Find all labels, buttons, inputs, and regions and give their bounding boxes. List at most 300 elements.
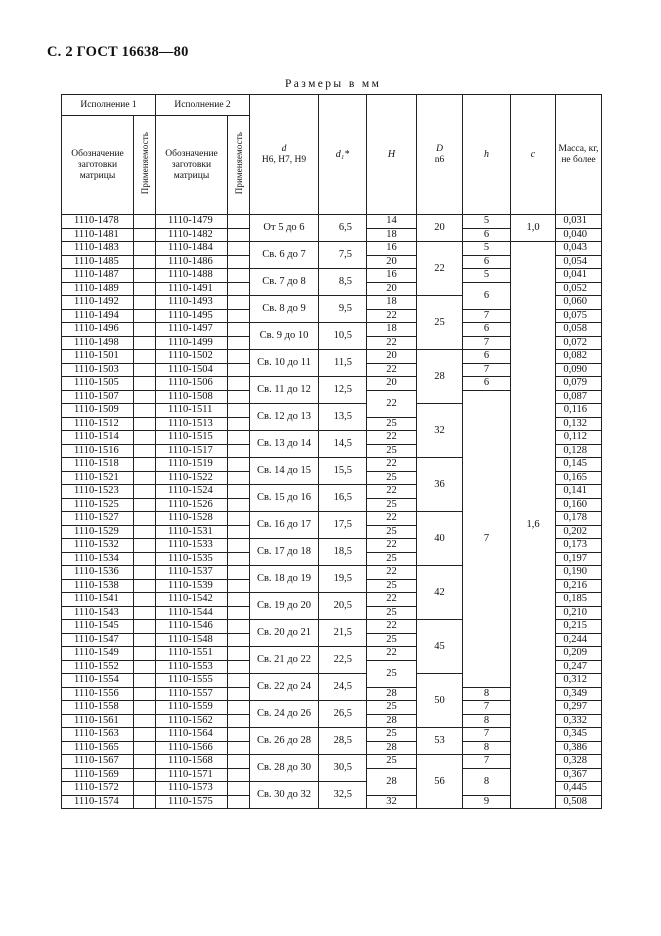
d-range-cell: Св. 10 до 11 bbox=[250, 350, 319, 377]
mass-cell: 0,508 bbox=[556, 795, 602, 809]
d-range-cell: Св. 11 до 12 bbox=[250, 377, 319, 404]
d-range-cell: Св. 20 до 21 bbox=[250, 620, 319, 647]
designation-2-cell: 1110-1488 bbox=[156, 269, 228, 283]
applicability-1-cell bbox=[134, 566, 156, 580]
designation-2-cell: 1110-1551 bbox=[156, 647, 228, 661]
applicability-2-cell bbox=[228, 674, 250, 688]
applicability-2-cell bbox=[228, 215, 250, 229]
applicability-1-cell bbox=[134, 741, 156, 755]
applicability-2-cell bbox=[228, 336, 250, 350]
applicability-1-cell bbox=[134, 512, 156, 526]
designation-1-cell: 1110-1512 bbox=[62, 417, 134, 431]
H-cell: 22 bbox=[367, 390, 417, 417]
d1-cell: 13,5 bbox=[319, 404, 367, 431]
mass-cell: 0,332 bbox=[556, 714, 602, 728]
designation-2-cell: 1110-1495 bbox=[156, 309, 228, 323]
h-cell: 7 bbox=[463, 336, 511, 350]
d1-header bbox=[319, 95, 367, 215]
mass-cell: 0,160 bbox=[556, 498, 602, 512]
applicability-2-cell bbox=[228, 741, 250, 755]
applicability-2-cell bbox=[228, 255, 250, 269]
H-cell: 22 bbox=[367, 458, 417, 472]
designation-1-cell: 1110-1496 bbox=[62, 323, 134, 337]
mass-cell: 0,216 bbox=[556, 579, 602, 593]
D-cell: 32 bbox=[417, 404, 463, 458]
applicability-1-cell bbox=[134, 714, 156, 728]
d1-cell: 30,5 bbox=[319, 755, 367, 782]
designation-1-cell: 1110-1507 bbox=[62, 390, 134, 404]
applicability-1-cell bbox=[134, 593, 156, 607]
applicability-1-cell bbox=[134, 795, 156, 809]
d1-cell: 15,5 bbox=[319, 458, 367, 485]
designation-1-cell: 1110-1492 bbox=[62, 296, 134, 310]
designation-1-cell: 1110-1529 bbox=[62, 525, 134, 539]
mass-cell: 0,445 bbox=[556, 782, 602, 796]
applicability-2-cell bbox=[228, 539, 250, 553]
designation-1-cell: 1110-1534 bbox=[62, 552, 134, 566]
designation-1-cell: 1110-1478 bbox=[62, 215, 134, 229]
applicability-1-cell bbox=[134, 768, 156, 782]
d-range-cell: Св. 21 до 22 bbox=[250, 647, 319, 674]
designation-2-cell: 1110-1517 bbox=[156, 444, 228, 458]
designation-1-cell: 1110-1563 bbox=[62, 728, 134, 742]
applicability-2-cell bbox=[228, 363, 250, 377]
D-cell: 50 bbox=[417, 674, 463, 728]
c-header bbox=[511, 95, 556, 215]
applicability-1-cell bbox=[134, 228, 156, 242]
designation-1-cell: 1110-1549 bbox=[62, 647, 134, 661]
designation-2-cell: 1110-1479 bbox=[156, 215, 228, 229]
applicability-2-cell bbox=[228, 309, 250, 323]
mass-cell: 0,185 bbox=[556, 593, 602, 607]
applicability-2-cell bbox=[228, 660, 250, 674]
H-cell: 25 bbox=[367, 444, 417, 458]
applicability-2-cell bbox=[228, 701, 250, 715]
d-range-cell: Св. 18 до 19 bbox=[250, 566, 319, 593]
applicability-2-cell bbox=[228, 782, 250, 796]
applicability-2-cell bbox=[228, 795, 250, 809]
H-cell: 28 bbox=[367, 768, 417, 795]
H-cell: 32 bbox=[367, 795, 417, 809]
designation-1-cell: 1110-1481 bbox=[62, 228, 134, 242]
d1-cell: 9,5 bbox=[319, 296, 367, 323]
applicability-2-cell bbox=[228, 458, 250, 472]
mass-cell: 0,386 bbox=[556, 741, 602, 755]
applicability-1-cell bbox=[134, 471, 156, 485]
h-cell: 7 bbox=[463, 309, 511, 323]
designation-1-cell: 1110-1518 bbox=[62, 458, 134, 472]
applicability-1-cell bbox=[134, 390, 156, 404]
H-cell: 16 bbox=[367, 269, 417, 283]
applicability-1-cell bbox=[134, 336, 156, 350]
designation-1-cell: 1110-1516 bbox=[62, 444, 134, 458]
d1-cell: 12,5 bbox=[319, 377, 367, 404]
designation-2-cell: 1110-1546 bbox=[156, 620, 228, 634]
applicability-1-cell bbox=[134, 309, 156, 323]
applicability-1-cell bbox=[134, 296, 156, 310]
H-cell: 22 bbox=[367, 512, 417, 526]
D-cell: 40 bbox=[417, 512, 463, 566]
designation-2-cell: 1110-1544 bbox=[156, 606, 228, 620]
d-range-cell: Св. 24 до 26 bbox=[250, 701, 319, 728]
designation-1-cell: 1110-1552 bbox=[62, 660, 134, 674]
H-cell: 25 bbox=[367, 660, 417, 687]
mass-cell: 0,145 bbox=[556, 458, 602, 472]
applicability-1-cell bbox=[134, 633, 156, 647]
designation-2-cell: 1110-1531 bbox=[156, 525, 228, 539]
mass-cell: 0,079 bbox=[556, 377, 602, 391]
applicability-1-cell bbox=[134, 728, 156, 742]
H-cell: 22 bbox=[367, 431, 417, 445]
designation-1-cell: 1110-1572 bbox=[62, 782, 134, 796]
designation-1-cell: 1110-1501 bbox=[62, 350, 134, 364]
designation-header-2: Обозначение заготовки матрицы bbox=[156, 116, 228, 215]
h-cell: 5 bbox=[463, 215, 511, 229]
mass-cell: 0,367 bbox=[556, 768, 602, 782]
applicability-1-cell bbox=[134, 674, 156, 688]
applicability-2-cell bbox=[228, 498, 250, 512]
h-cell: 6 bbox=[463, 323, 511, 337]
mass-cell: 0,075 bbox=[556, 309, 602, 323]
designation-2-cell: 1110-1484 bbox=[156, 242, 228, 256]
designation-1-cell: 1110-1505 bbox=[62, 377, 134, 391]
designation-2-cell: 1110-1482 bbox=[156, 228, 228, 242]
mass-cell: 0,202 bbox=[556, 525, 602, 539]
applicability-1-cell bbox=[134, 282, 156, 296]
applicability-1-cell bbox=[134, 255, 156, 269]
h-cell: 6 bbox=[463, 377, 511, 391]
mass-cell: 0,345 bbox=[556, 728, 602, 742]
D-cell: 53 bbox=[417, 728, 463, 755]
d-range-cell: Св. 28 до 30 bbox=[250, 755, 319, 782]
mass-cell: 0,328 bbox=[556, 755, 602, 769]
c-cell: 1,0 bbox=[511, 215, 556, 242]
designation-2-cell: 1110-1524 bbox=[156, 485, 228, 499]
designation-1-cell: 1110-1545 bbox=[62, 620, 134, 634]
d1-cell: 8,5 bbox=[319, 269, 367, 296]
designation-1-cell: 1110-1494 bbox=[62, 309, 134, 323]
applicability-1-cell bbox=[134, 647, 156, 661]
H-cell: 25 bbox=[367, 606, 417, 620]
h-cell: 6 bbox=[463, 255, 511, 269]
d1-cell: 17,5 bbox=[319, 512, 367, 539]
D-cell: 25 bbox=[417, 296, 463, 350]
d1-cell: 32,5 bbox=[319, 782, 367, 809]
designation-1-cell: 1110-1574 bbox=[62, 795, 134, 809]
table-row bbox=[62, 215, 602, 229]
applicability-1-cell bbox=[134, 782, 156, 796]
mass-cell: 0,040 bbox=[556, 228, 602, 242]
h-cell: 9 bbox=[463, 795, 511, 809]
applicability-1-cell bbox=[134, 444, 156, 458]
h-cell: 8 bbox=[463, 741, 511, 755]
applicability-1-cell bbox=[134, 458, 156, 472]
applicability-2-cell bbox=[228, 512, 250, 526]
d-symbol: d bbox=[281, 143, 287, 154]
d-range-cell: Св. 13 до 14 bbox=[250, 431, 319, 458]
designation-2-cell: 1110-1508 bbox=[156, 390, 228, 404]
d1-cell: 21,5 bbox=[319, 620, 367, 647]
applicability-1-cell bbox=[134, 323, 156, 337]
designation-1-cell: 1110-1536 bbox=[62, 566, 134, 580]
d-range-cell: Св. 16 до 17 bbox=[250, 512, 319, 539]
mass-cell: 0,058 bbox=[556, 323, 602, 337]
designation-2-cell: 1110-1568 bbox=[156, 755, 228, 769]
designation-header-1: Обозначение заготовки матрицы bbox=[62, 116, 134, 215]
designation-1-cell: 1110-1547 bbox=[62, 633, 134, 647]
mass-cell: 0,128 bbox=[556, 444, 602, 458]
mass-cell: 0,090 bbox=[556, 363, 602, 377]
applicability-2-cell bbox=[228, 633, 250, 647]
d-range-cell: Св. 6 до 7 bbox=[250, 242, 319, 269]
version-2-header: Исполнение 2 bbox=[156, 95, 250, 116]
H-cell: 14 bbox=[367, 215, 417, 229]
applicability-2-cell bbox=[228, 269, 250, 283]
applicability-2-cell bbox=[228, 768, 250, 782]
designation-2-cell: 1110-1522 bbox=[156, 471, 228, 485]
designation-2-cell: 1110-1502 bbox=[156, 350, 228, 364]
d-range-cell: Св. 14 до 15 bbox=[250, 458, 319, 485]
c-cell: 1,6 bbox=[511, 242, 556, 809]
h-cell: 8 bbox=[463, 714, 511, 728]
designation-2-cell: 1110-1555 bbox=[156, 674, 228, 688]
H-cell: 20 bbox=[367, 255, 417, 269]
designation-1-cell: 1110-1543 bbox=[62, 606, 134, 620]
H-header bbox=[367, 95, 417, 215]
d1-cell: 6,5 bbox=[319, 215, 367, 242]
mass-cell: 0,165 bbox=[556, 471, 602, 485]
d1-cell: 18,5 bbox=[319, 539, 367, 566]
designation-1-cell: 1110-1541 bbox=[62, 593, 134, 607]
H-cell: 18 bbox=[367, 323, 417, 337]
designation-2-cell: 1110-1499 bbox=[156, 336, 228, 350]
applicability-1-cell bbox=[134, 377, 156, 391]
applicability-1-cell bbox=[134, 552, 156, 566]
designation-2-cell: 1110-1506 bbox=[156, 377, 228, 391]
h-cell: 7 bbox=[463, 363, 511, 377]
H-cell: 25 bbox=[367, 728, 417, 742]
mass-cell: 0,043 bbox=[556, 242, 602, 256]
d-range-cell: Св. 8 до 9 bbox=[250, 296, 319, 323]
H-cell: 18 bbox=[367, 296, 417, 310]
mass-cell: 0,297 bbox=[556, 701, 602, 715]
designation-1-cell: 1110-1569 bbox=[62, 768, 134, 782]
d-range-cell: Св. 15 до 16 bbox=[250, 485, 319, 512]
h-cell: 6 bbox=[463, 282, 511, 309]
designation-2-cell: 1110-1511 bbox=[156, 404, 228, 418]
applicability-2-cell bbox=[228, 714, 250, 728]
mass-cell: 0,190 bbox=[556, 566, 602, 580]
designation-2-cell: 1110-1493 bbox=[156, 296, 228, 310]
designation-2-cell: 1110-1564 bbox=[156, 728, 228, 742]
d1-label: d₁* bbox=[335, 148, 350, 160]
mass-label: Масса, кг, не более bbox=[558, 143, 599, 165]
designation-2-cell: 1110-1486 bbox=[156, 255, 228, 269]
d-range-cell: От 5 до 6 bbox=[250, 215, 319, 242]
applicability-2-cell bbox=[228, 552, 250, 566]
H-cell: 18 bbox=[367, 228, 417, 242]
d-range-cell: Св. 26 до 28 bbox=[250, 728, 319, 755]
designation-2-cell: 1110-1559 bbox=[156, 701, 228, 715]
h-cell: 5 bbox=[463, 269, 511, 283]
applicability-2-cell bbox=[228, 323, 250, 337]
designation-2-cell: 1110-1548 bbox=[156, 633, 228, 647]
d1-cell: 11,5 bbox=[319, 350, 367, 377]
H-cell: 22 bbox=[367, 566, 417, 580]
designation-1-cell: 1110-1498 bbox=[62, 336, 134, 350]
D-cell: 42 bbox=[417, 566, 463, 620]
applicability-1-cell bbox=[134, 417, 156, 431]
applicability-1-cell bbox=[134, 269, 156, 283]
mass-cell: 0,173 bbox=[556, 539, 602, 553]
h-cell: 7 bbox=[463, 390, 511, 687]
h-header bbox=[463, 95, 511, 215]
applicability-2-cell bbox=[228, 390, 250, 404]
applicability-1-cell bbox=[134, 215, 156, 229]
mass-cell: 0,247 bbox=[556, 660, 602, 674]
D-tolerance: n6 bbox=[434, 154, 445, 165]
H-cell: 16 bbox=[367, 242, 417, 256]
H-cell: 28 bbox=[367, 741, 417, 755]
designation-1-cell: 1110-1567 bbox=[62, 755, 134, 769]
applicability-2-cell bbox=[228, 647, 250, 661]
mass-cell: 0,349 bbox=[556, 687, 602, 701]
designation-1-cell: 1110-1503 bbox=[62, 363, 134, 377]
designation-2-cell: 1110-1497 bbox=[156, 323, 228, 337]
d-tolerance: H6, H7, H9 bbox=[261, 154, 307, 165]
h-cell: 8 bbox=[463, 687, 511, 701]
mass-cell: 0,116 bbox=[556, 404, 602, 418]
designation-1-cell: 1110-1521 bbox=[62, 471, 134, 485]
designation-2-cell: 1110-1575 bbox=[156, 795, 228, 809]
designation-2-cell: 1110-1491 bbox=[156, 282, 228, 296]
designation-2-cell: 1110-1535 bbox=[156, 552, 228, 566]
designation-2-cell: 1110-1566 bbox=[156, 741, 228, 755]
mass-cell: 0,031 bbox=[556, 215, 602, 229]
designation-2-cell: 1110-1533 bbox=[156, 539, 228, 553]
designation-1-cell: 1110-1558 bbox=[62, 701, 134, 715]
H-label: H bbox=[387, 148, 396, 160]
dimensions-caption: Размеры в мм bbox=[285, 78, 382, 90]
designation-2-cell: 1110-1504 bbox=[156, 363, 228, 377]
designation-2-cell: 1110-1515 bbox=[156, 431, 228, 445]
applicability-2-cell bbox=[228, 485, 250, 499]
designation-1-cell: 1110-1489 bbox=[62, 282, 134, 296]
mass-cell: 0,052 bbox=[556, 282, 602, 296]
applicability-1-cell bbox=[134, 687, 156, 701]
applicability-1-cell bbox=[134, 350, 156, 364]
mass-cell: 0,087 bbox=[556, 390, 602, 404]
designation-1-cell: 1110-1561 bbox=[62, 714, 134, 728]
mass-cell: 0,141 bbox=[556, 485, 602, 499]
H-cell: 25 bbox=[367, 417, 417, 431]
mass-cell: 0,072 bbox=[556, 336, 602, 350]
applicability-2-cell bbox=[228, 417, 250, 431]
applicability-1-cell bbox=[134, 660, 156, 674]
designation-2-cell: 1110-1528 bbox=[156, 512, 228, 526]
d-range-cell: Св. 30 до 32 bbox=[250, 782, 319, 809]
d-range-cell: Св. 19 до 20 bbox=[250, 593, 319, 620]
H-cell: 25 bbox=[367, 525, 417, 539]
D-symbol: D bbox=[436, 143, 443, 154]
applicability-2-cell bbox=[228, 282, 250, 296]
applicability-2-cell bbox=[228, 444, 250, 458]
mass-cell: 0,112 bbox=[556, 431, 602, 445]
designation-1-cell: 1110-1525 bbox=[62, 498, 134, 512]
h-cell: 5 bbox=[463, 242, 511, 256]
applicability-2-cell bbox=[228, 755, 250, 769]
applicability-2-cell bbox=[228, 579, 250, 593]
d1-cell: 28,5 bbox=[319, 728, 367, 755]
H-cell: 22 bbox=[367, 363, 417, 377]
applicability-2-cell bbox=[228, 687, 250, 701]
mass-cell: 0,054 bbox=[556, 255, 602, 269]
applicability-1-cell bbox=[134, 498, 156, 512]
designation-2-cell: 1110-1562 bbox=[156, 714, 228, 728]
d-range-cell: Св. 7 до 8 bbox=[250, 269, 319, 296]
designation-2-cell: 1110-1537 bbox=[156, 566, 228, 580]
h-label: h bbox=[484, 148, 489, 160]
applicability-1-cell bbox=[134, 431, 156, 445]
version-1-header: Исполнение 1 bbox=[62, 95, 156, 116]
H-cell: 20 bbox=[367, 282, 417, 296]
H-cell: 25 bbox=[367, 579, 417, 593]
H-cell: 25 bbox=[367, 552, 417, 566]
mass-cell: 0,041 bbox=[556, 269, 602, 283]
table-body bbox=[62, 215, 602, 809]
D-header bbox=[417, 95, 463, 215]
applicability-1-cell bbox=[134, 606, 156, 620]
mass-cell: 0,215 bbox=[556, 620, 602, 634]
applicability-2-cell bbox=[228, 242, 250, 256]
d1-cell: 14,5 bbox=[319, 431, 367, 458]
applicability-2-cell bbox=[228, 471, 250, 485]
H-cell: 22 bbox=[367, 647, 417, 661]
H-cell: 28 bbox=[367, 714, 417, 728]
applicability-1-cell bbox=[134, 701, 156, 715]
applicability-header-2: Применяемость bbox=[228, 116, 250, 215]
designation-2-cell: 1110-1571 bbox=[156, 768, 228, 782]
mass-cell: 0,197 bbox=[556, 552, 602, 566]
table-row bbox=[62, 242, 602, 256]
applicability-1-cell bbox=[134, 242, 156, 256]
d1-cell: 24,5 bbox=[319, 674, 367, 701]
applicability-1-cell bbox=[134, 579, 156, 593]
designation-1-cell: 1110-1556 bbox=[62, 687, 134, 701]
h-cell: 7 bbox=[463, 755, 511, 769]
applicability-2-cell bbox=[228, 525, 250, 539]
D-cell: 56 bbox=[417, 755, 463, 809]
d-range-cell: Св. 22 до 24 bbox=[250, 674, 319, 701]
D-cell: 20 bbox=[417, 215, 463, 242]
H-cell: 22 bbox=[367, 309, 417, 323]
designation-1-cell: 1110-1514 bbox=[62, 431, 134, 445]
dimensions-table bbox=[61, 94, 602, 809]
designation-2-cell: 1110-1573 bbox=[156, 782, 228, 796]
D-cell: 22 bbox=[417, 242, 463, 296]
d1-cell: 20,5 bbox=[319, 593, 367, 620]
designation-1-cell: 1110-1532 bbox=[62, 539, 134, 553]
applicability-1-cell bbox=[134, 485, 156, 499]
applicability-2-cell bbox=[228, 606, 250, 620]
designation-1-cell: 1110-1565 bbox=[62, 741, 134, 755]
d-range-cell: Св. 17 до 18 bbox=[250, 539, 319, 566]
applicability-2-cell bbox=[228, 593, 250, 607]
designation-2-cell: 1110-1542 bbox=[156, 593, 228, 607]
H-cell: 25 bbox=[367, 471, 417, 485]
designation-2-cell: 1110-1513 bbox=[156, 417, 228, 431]
applicability-1-cell bbox=[134, 620, 156, 634]
